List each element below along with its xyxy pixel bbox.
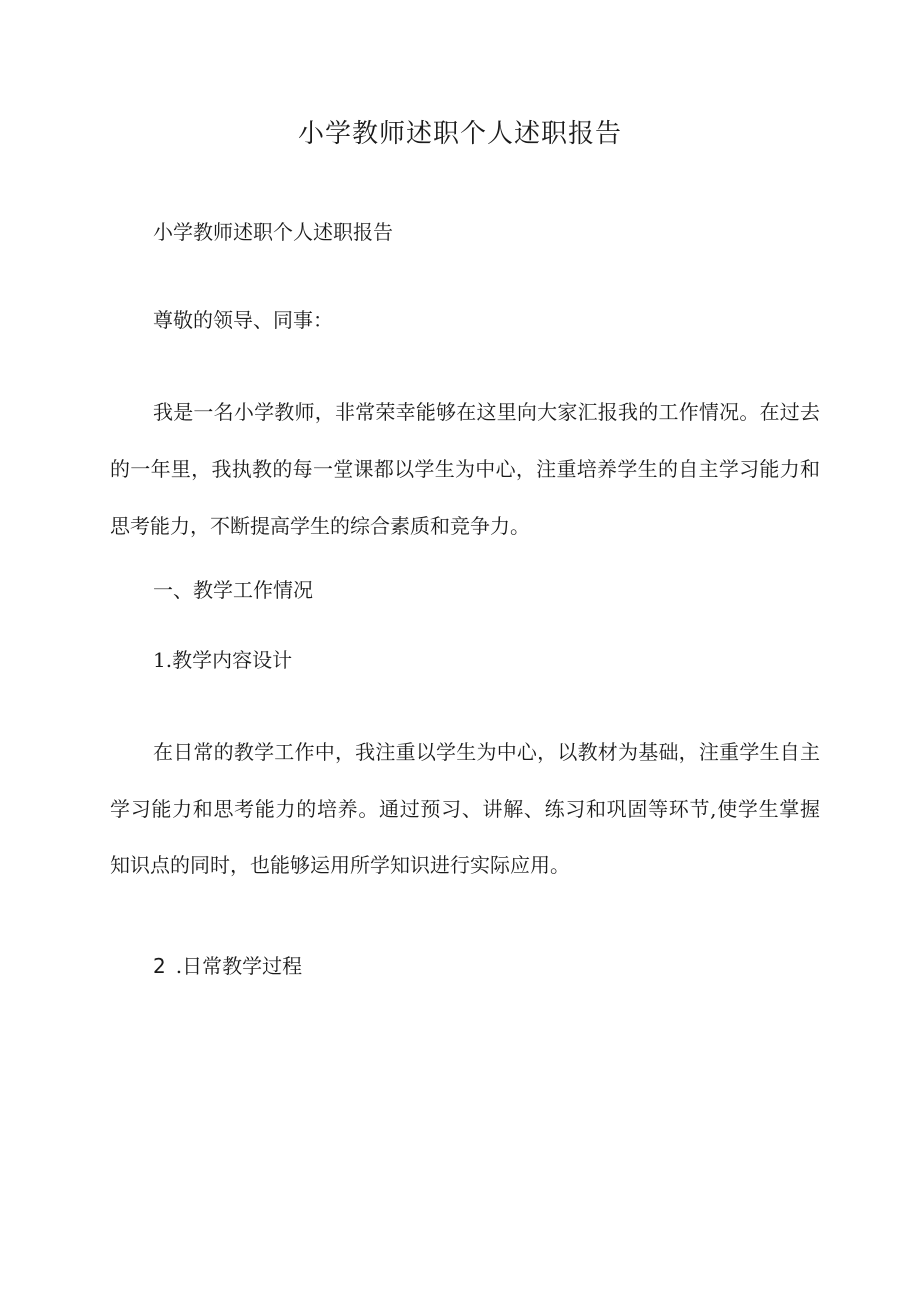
- content-design-line-3: 知识点的同时，也能够运用所学知识进行实际应用。: [110, 853, 570, 877]
- salutation: 尊敬的领导、同事：: [153, 308, 333, 332]
- item-heading-text: .日常教学过程: [175, 954, 303, 978]
- intro-line-1-text: 我是一名小学教师，非常荣幸能够在这里向大家汇报我的工作情况。在过去: [153, 400, 820, 424]
- intro-line-2: [110, 455, 820, 483]
- document-title: 小学教师述职个人述职报告: [297, 119, 622, 149]
- item-heading-content-design: 1.教学内容设计: [153, 648, 293, 672]
- intro-line-2-text: 的一年里，我执教的每一堂课都以学生为中心，注重培养学生的自主学习能力和: [110, 457, 820, 481]
- item-heading-daily-process: [153, 952, 302, 980]
- content-design-line-1-text: 在日常的教学工作中，我注重以学生为中心，以教材为基础，注重学生自主: [153, 740, 820, 764]
- document-subtitle: 小学教师述职个人述职报告: [153, 220, 393, 244]
- content-design-line-2: [110, 795, 820, 823]
- content-design-line-2-text: 学习能力和思考能力的培养。通过预习、讲解、练习和巩固等环节,使学生掌握: [110, 797, 820, 821]
- content-design-line-1: [153, 738, 820, 766]
- intro-line-3: 思考能力，不断提高学生的综合素质和竞争力。: [110, 514, 530, 538]
- intro-line-1: [153, 398, 820, 426]
- item-number: 2: [153, 954, 166, 978]
- section-heading-teaching-work: 一、教学工作情况: [153, 578, 313, 602]
